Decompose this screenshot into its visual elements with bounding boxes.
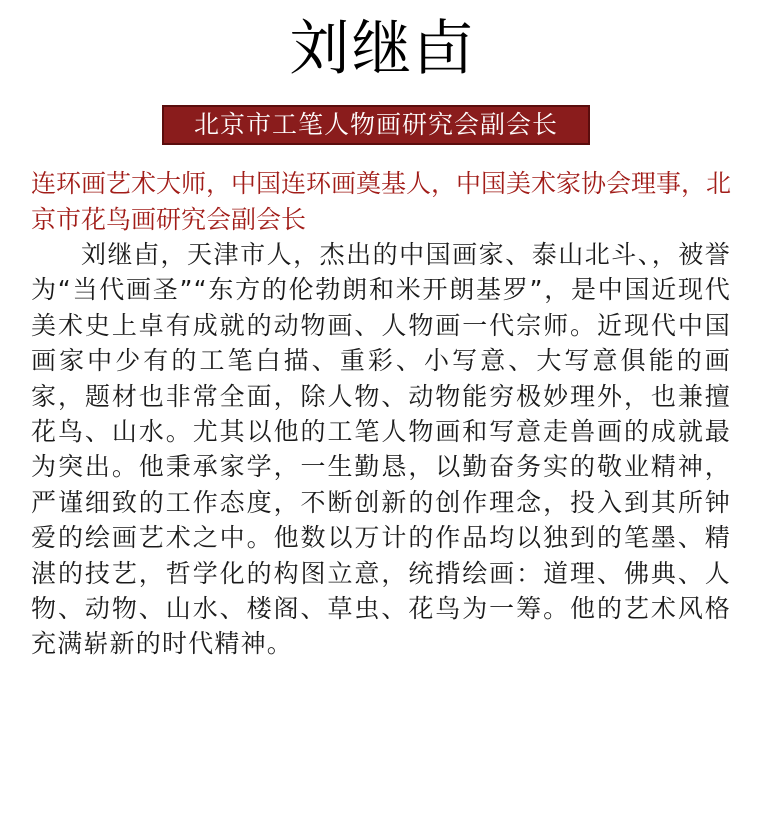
artist-name-title: 刘继卣	[289, 14, 476, 84]
honors-text: 连环画艺术大师，中国连环画奠基人，中国美术家协会理事，北京市花鸟画研究会副会长	[31, 169, 732, 234]
position-badge: 北京市工笔人物画研究会副会长	[162, 105, 590, 145]
biography-paragraph: 刘继卣，天津市人，杰出的中国画家、泰山北斗、，被誉为“当代画圣”“东方的伦勃朗和米开朗基罗”，是中国近现代美术史上卓有成就的动物画、人物画一代宗师。近现代中国画家中少有的工笔白描、重彩、小写意、大写意俱能的画家，题材也非常全面，除人物、动物能穷极妙理外，也兼擅花鸟、山水。尤其以他的工笔人物画和写意走兽画的成就最为突出。他秉承家学，一生勤恳，以勤奋务实的敬业精神，严谨细致的工作态度，不断创新的创作理念，投入到其所钟爱的绘画艺术之中。他数以万计的作品均以独到的笔墨、精湛的技艺，哲学化的构图立意，统揹绘画：道理、佛典、人物、动物、山水、楼阁、草虫、花鸟为一筹。他的艺术风格充满崭新的时代精神。	[31, 240, 731, 659]
